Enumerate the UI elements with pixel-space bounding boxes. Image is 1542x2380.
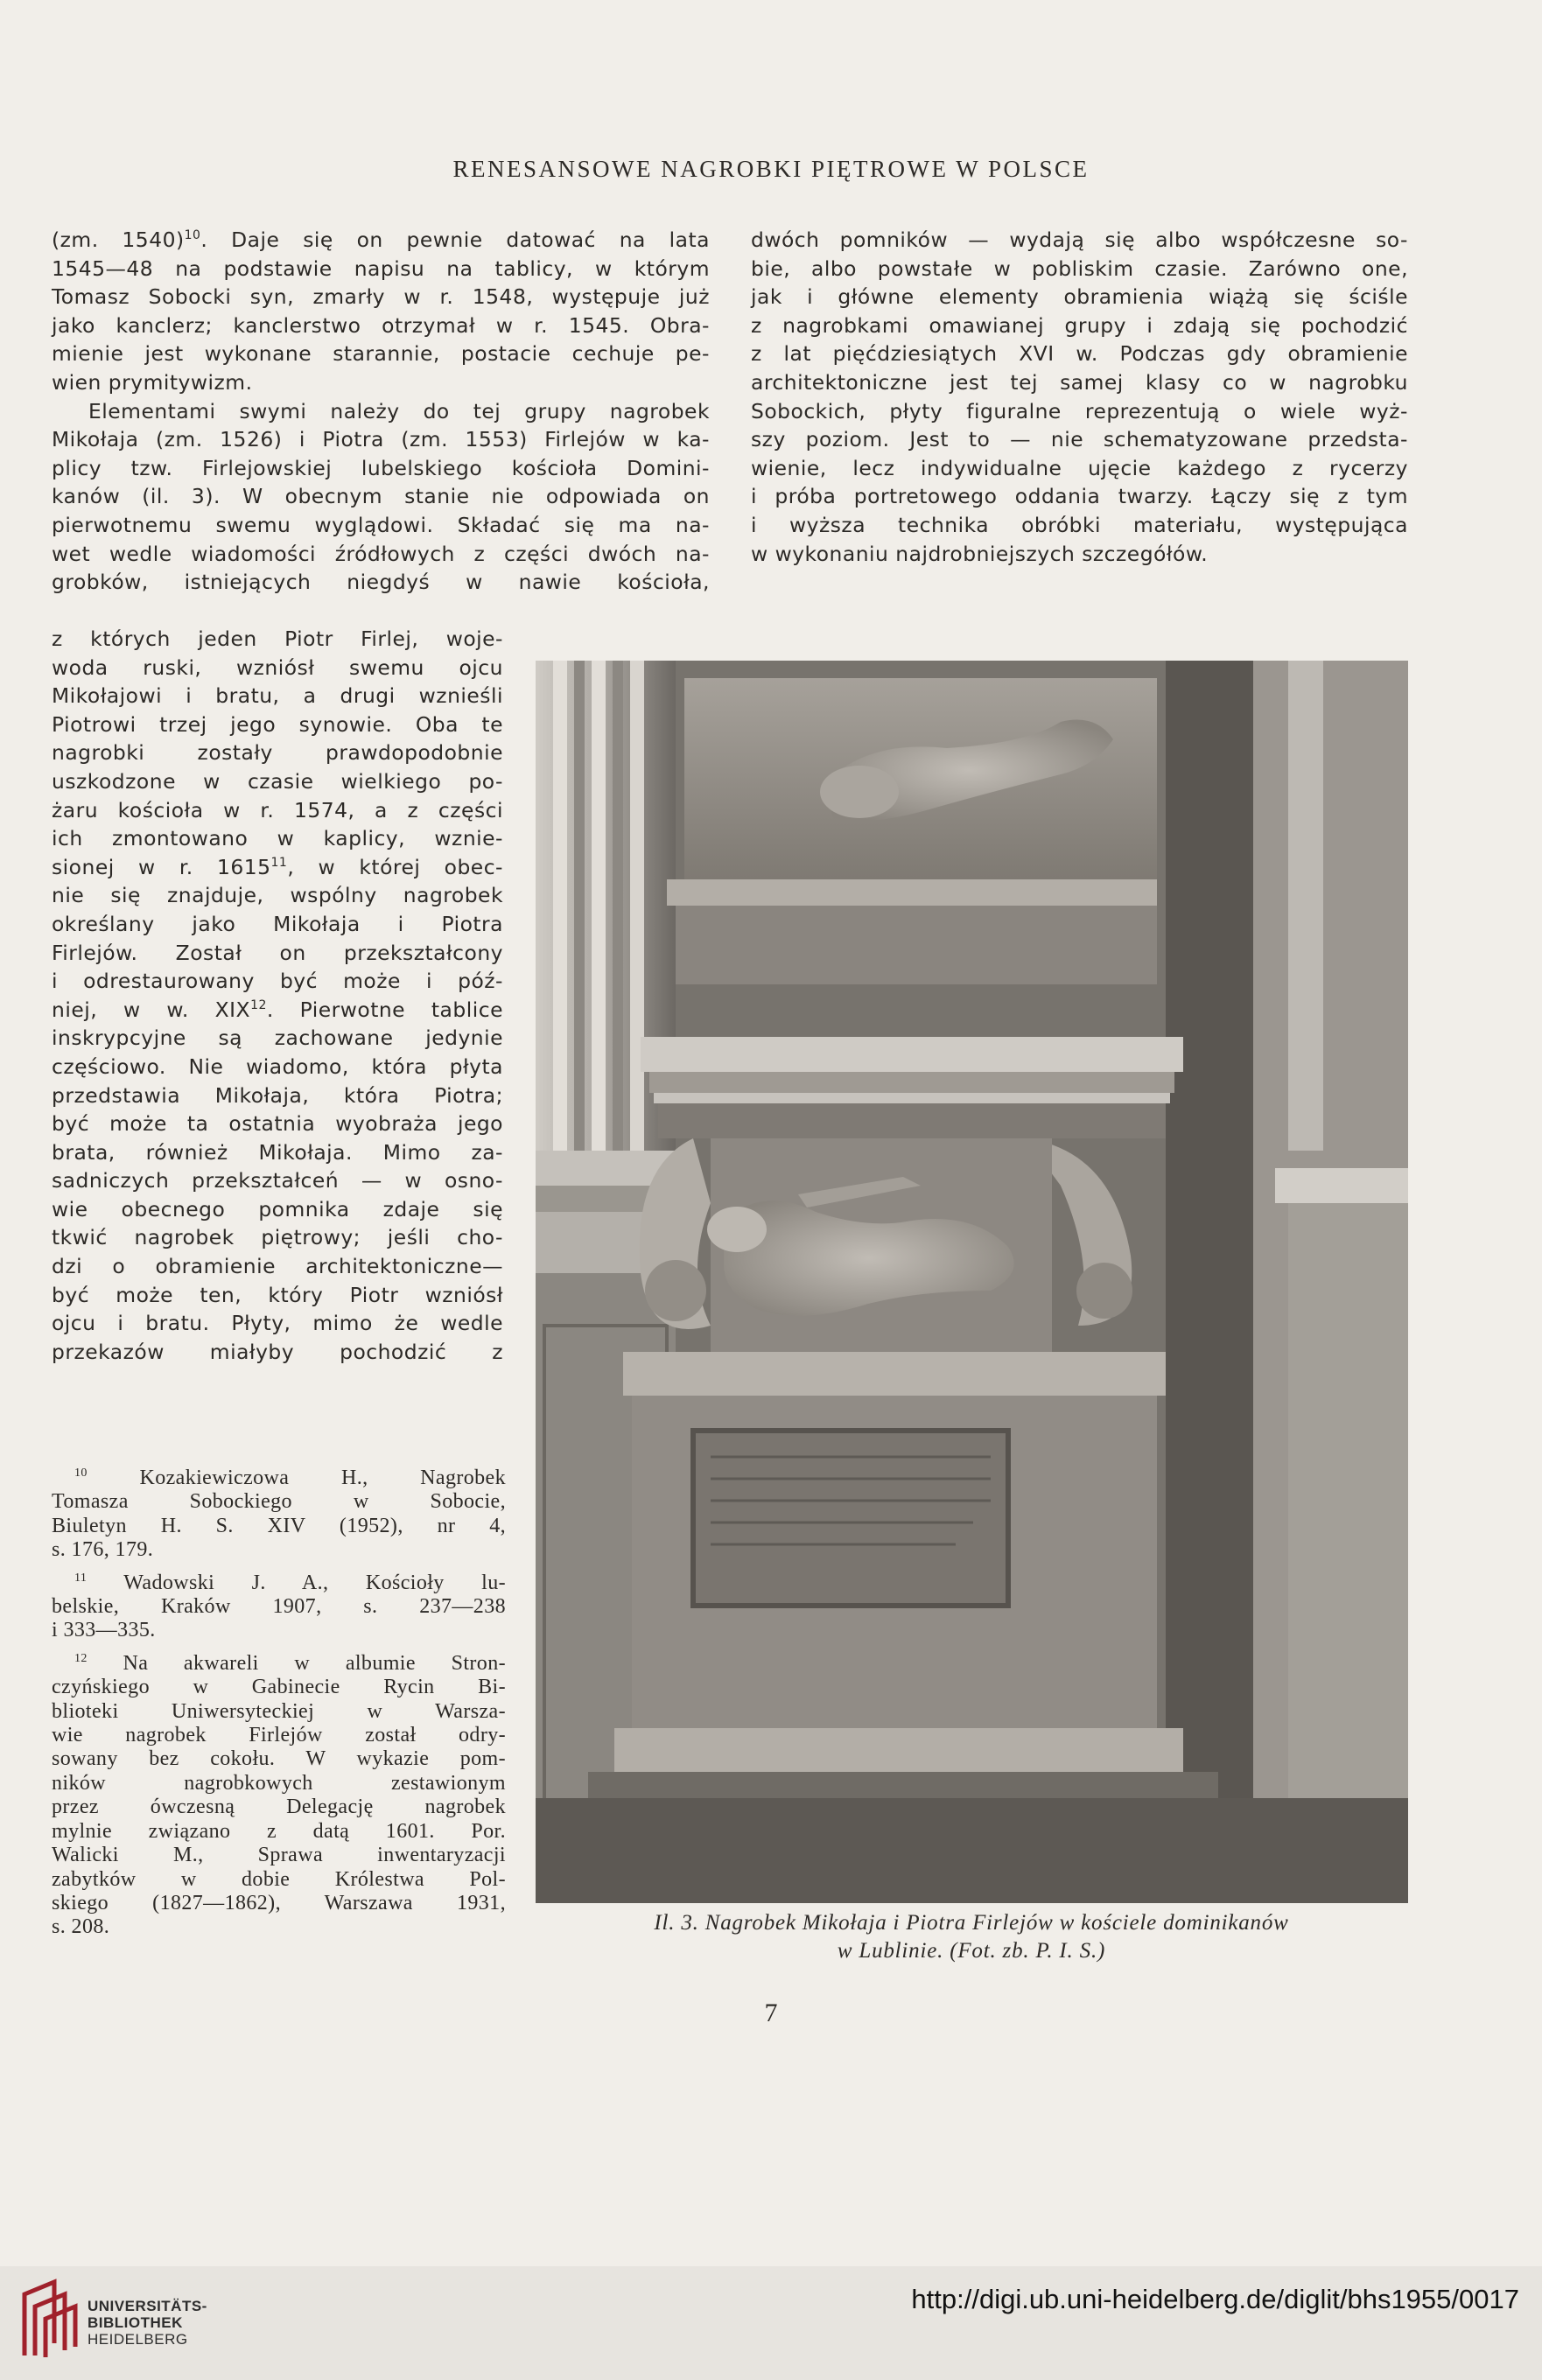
text-line: 1545—48 na podstawie napisu na tablicy, w którym: [52, 256, 710, 281]
text-line: kanów (il. 3). W obecnym stanie nie odpowiada on: [52, 484, 710, 509]
footnote-line: ników nagrobkowych zestawionym: [52, 1771, 506, 1795]
footnote-line: czyńskiego w Gabinecie Rycin Bi-: [52, 1676, 506, 1699]
footnote-line: Biuletyn H. S. XIV (1952), nr 4,: [52, 1514, 506, 1537]
text-line: grobków, istniejących niegdyś w nawie kościoła,: [52, 570, 710, 595]
caption-line: w Lublinie. (Fot. zb. P. I. S.): [837, 1939, 1106, 1963]
footnote-line: Tomasza Sobockiego w Sobocie,: [52, 1490, 506, 1514]
text-line: tkwić nagrobek piętrowy; jeśli cho-: [52, 1225, 503, 1250]
text-line: Mikołajowi i bratu, a drugi wznieśli: [52, 683, 503, 709]
footnote-line: skiego (1827—1862), Warszawa 1931,: [52, 1891, 506, 1914]
footnote-line: belskie, Kraków 1907, s. 237—238: [52, 1595, 506, 1619]
text-line: i wyższa technika obróbki materiału, występująca: [751, 512, 1408, 537]
text-line: częściowo. Nie wiadomo, która płyta: [52, 1054, 503, 1079]
running-title: RENESANSOWE NAGROBKI PIĘTROWE W POLSCE: [452, 156, 1090, 182]
footnote-line: mylnie związano z datą 1601. Por.: [52, 1819, 506, 1843]
footnote-ref: 12: [250, 998, 267, 1012]
footnote-line: s. 176, 179.: [52, 1538, 154, 1562]
footnote-ref: 10: [184, 228, 201, 243]
footnote: [52, 1652, 506, 1940]
text-line: woda ruski, wzniósł swemu ojcu: [52, 654, 503, 680]
footnote-line: Walicki M., Sprawa inwentaryzacji: [52, 1844, 506, 1867]
text-line: z nagrobkami omawianej grupy i zdają się pochodzić: [751, 312, 1408, 338]
footnote-line: $^{11}$ Wadowski J. A., Kościoły lu-: [74, 1571, 506, 1594]
footnote-line: i 333—335.: [52, 1619, 156, 1642]
text-line: w wykonaniu najdrobniejszych szczegółów.: [751, 541, 1209, 566]
text-line: inskrypcyjne są zachowane jedynie: [52, 1026, 503, 1051]
text-line: z lat pięćdziesiątych XVI w. Podczas gdy obramienie: [751, 341, 1408, 367]
text-line: nagrobki zostały prawdopodobnie: [52, 740, 503, 766]
text-line: bie, albo powstałe w pobliskim czasie. Zarówno one,: [751, 256, 1408, 281]
text-line: jak i główne elementy obramienia wiążą się ściśle: [751, 284, 1408, 310]
footnote-line: $^{10}$ Kozakiewiczowa H., Nagrobek: [74, 1466, 506, 1489]
text-line: pierwotnemu swemu wyglądowi. Składać się ma na-: [52, 512, 710, 537]
text-line: być może ten, który Piotr wzniósł: [52, 1282, 503, 1307]
text-line: określany jako Mikołaja i Piotra: [52, 911, 503, 936]
text-line: plicy tzw. Firlejowskiej lubelskiego kościoła Domini-: [52, 455, 710, 480]
text-line: wie obecnego pomnika zdaje się: [52, 1196, 503, 1222]
text-line: (zm. 1540)$^{10}$. Daje się on pewnie datować na lata: [52, 228, 710, 252]
text-line: wien prymitywizm.: [52, 369, 253, 395]
library-name: [88, 2298, 207, 2348]
tomb-photograph-drawing: [536, 661, 1408, 1903]
text-line: sionej w r. 1615$^{11}$, w której obec-: [52, 854, 503, 879]
text-line: architektoniczne jest tej samej klasy co w nagrobku: [751, 369, 1408, 395]
library-name-line: BIBLIOTHEK: [88, 2314, 183, 2331]
footnote-line: zabytków w dobie Królestwa Pol-: [52, 1867, 506, 1891]
footnote-line: blioteki Uniwersyteckiej w Warsza-: [52, 1699, 506, 1723]
text-line: ojcu i bratu. Płyty, mimo że wedle: [52, 1311, 503, 1336]
right-column: [751, 226, 1408, 568]
text-line: i próba portretowego oddania twarzy. Łączy się z tym: [751, 484, 1408, 509]
left-column-top: [52, 226, 710, 597]
figure-caption: [525, 1909, 1418, 1965]
text-line: żaru kościoła w r. 1574, a z części: [52, 797, 503, 822]
library-logo-icon: [19, 2277, 82, 2359]
text-line: Tomasz Sobocki syn, zmarły w r. 1548, występuje już: [52, 284, 710, 310]
footnotes: [52, 1466, 506, 1949]
text-line: uszkodzone w czasie wielkiego po-: [52, 768, 503, 794]
text-line: przekazów miałyby pochodzić z: [52, 1339, 503, 1364]
text-line: mienie jest wykonane starannie, postacie cechuje pe-: [52, 341, 710, 367]
footnote: [52, 1466, 506, 1563]
text-line: z których jeden Piotr Firlej, woje-: [52, 626, 503, 651]
text-line: brata, również Mikołaja. Mimo za-: [52, 1139, 503, 1165]
left-column-narrow: [52, 625, 503, 1366]
text-line: Elementami swymi należy do tej grupy nagrobek: [88, 398, 710, 424]
text-line: Sobockich, płyty figuralne reprezentują o wiele wyż-: [751, 398, 1408, 424]
text-line: być może ta ostatnia wyobraża jego: [52, 1111, 503, 1137]
text-line: Piotrowi trzej jego synowie. Oba te: [52, 711, 503, 737]
text-line: wet wedle wiadomości źródłowych z części dwóch na-: [52, 541, 710, 566]
footnote-line: $^{12}$ Na akwareli w albumie Stron-: [74, 1651, 506, 1675]
footnote: [52, 1572, 506, 1643]
text-line: szy poziom. Jest to — nie schematyzowane przedsta-: [751, 427, 1408, 452]
text-line: sadniczych przekształceń — w osno-: [52, 1168, 503, 1194]
footnote-line: przez ówczesną Delegację nagrobek: [52, 1796, 506, 1819]
text-line: nie się znajduje, wspólny nagrobek: [52, 883, 503, 908]
text-line: dwóch pomników — wydają się albo współczesne so-: [751, 228, 1408, 252]
page-number: 7: [764, 1998, 778, 2027]
library-name-line: UNIVERSITÄTS-: [88, 2298, 207, 2314]
footnote-line: wie nagrobek Firlejów został odry-: [52, 1724, 506, 1747]
text-line: dzi o obramienie architektoniczne—: [52, 1254, 503, 1279]
text-line: i odrestaurowany być może i póź-: [52, 969, 503, 994]
footnote-ref: 11: [270, 855, 288, 870]
tomb-photograph: [536, 661, 1408, 1903]
text-line: ich zmontowano w kaplicy, wznie-: [52, 826, 503, 851]
text-line: przedstawia Mikołaja, która Piotra;: [52, 1082, 503, 1108]
source-url-link[interactable]: http://digi.ub.uni-heidelberg.de/diglit/bhs1955/0017: [911, 2284, 1519, 2314]
text-line: niej, w w. XIX$^{12}$. Pierwotne tablice: [52, 997, 503, 1022]
text-line: jako kanclerz; kanclerstwo otrzymał w r. 1545. Obra-: [52, 312, 710, 338]
caption-line: Il. 3. Nagrobek Mikołaja i Piotra Firlejów w kościele dominikanów: [654, 1911, 1289, 1935]
footnote-line: s. 208.: [52, 1915, 110, 1939]
text-line: wienie, lecz indywidualne ujęcie każdego z rycerzy: [751, 455, 1408, 480]
library-name-line: HEIDELBERG: [88, 2331, 188, 2348]
footnote-line: sowany bez cokołu. W wykazie pom-: [52, 1747, 506, 1771]
text-line: Firlejów. Został on przekształcony: [52, 940, 503, 965]
text-line: Mikołaja (zm. 1526) i Piotra (zm. 1553) Firlejów w ka-: [52, 427, 710, 452]
